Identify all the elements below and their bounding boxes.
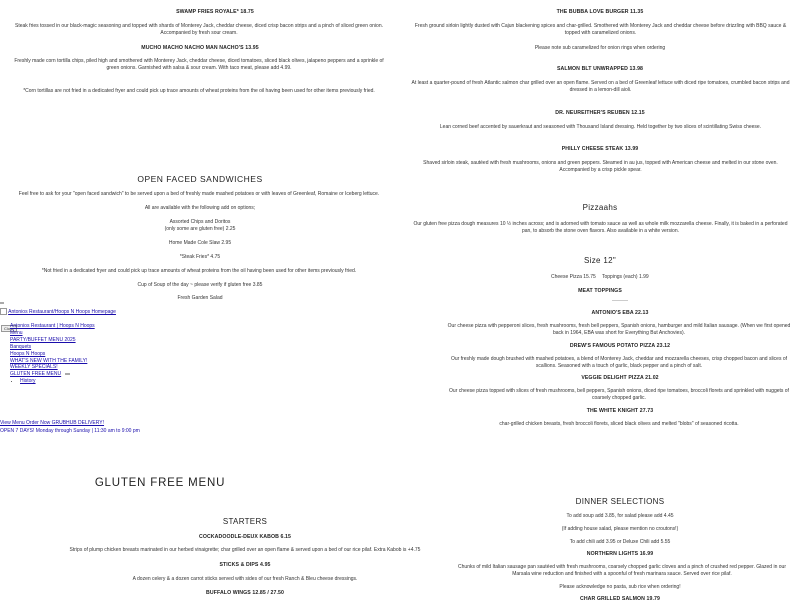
kabob-title: COCKADOODLE-DEUX KABOB 6.15: [198, 534, 292, 540]
cole-slaw: Home Made Cole Slaw 2.95: [168, 240, 232, 246]
sticks-title: STICKS & DIPS 4.95: [219, 562, 271, 568]
northern-lights-desc: Chunks of mild Italian sausage pan sautéed with fresh mushrooms, coarsely chopped garlic cloves and a pinch of crushed red pepper. Glazed in our Marsala wine reduction and finished with a spoonful of fresh marinara sauce. Served over rice pilaf.: [458, 564, 786, 577]
logo-alt-text[interactable]: Antonios Restaurant/Hoops N Hoops Homepage: [8, 308, 116, 315]
broken-image-icon: [0, 308, 7, 315]
dinner-selections-title: DINNER SELECTIONS: [575, 497, 665, 506]
grubhub-link[interactable]: [0, 420, 300, 427]
close-button-label[interactable]: Close: [1, 325, 17, 332]
sticks-desc: A dozen celery & a dozen carrot sticks served with sides of our fresh Ranch & Bleu cheese dressings.: [132, 576, 358, 582]
kabob-desc: Strips of plump chicken breasts marinated in our herbed vinaigrette; char grilled over an open flame & served upon a bed of our rice pilaf. Extra Kabob is +4.75: [69, 547, 421, 553]
steak-fries: *Steak Fries* 4.75: [179, 254, 221, 260]
veggie-desc: Our cheese pizza topped with slices of fresh mushrooms, bell peppers, Spanish onions, diced ripe tomatoes, broccoli florets and sprinkled with nuggets of coarsely chopped garlic.: [449, 388, 789, 401]
reuben-title: DR. NEUREITHER'S REUBEN 12.15: [555, 110, 645, 116]
grubhub-link-text[interactable]: View Menu Order Now GRUBHUB DELIVERY!: [0, 420, 105, 426]
pizza-size: Size 12": [584, 256, 616, 265]
chili-note: To add chili add 3.95 or Deluxe Chili add 5.55: [569, 539, 671, 545]
nav-item-whats-new[interactable]: WHAT'S NEW WITH THE FAMILY!: [10, 357, 88, 364]
hamburger-icon[interactable]: [0, 302, 4, 304]
cut-off-line: Fresh Garden Salad: [177, 295, 223, 299]
nachos-title: MUCHO MACHO NACHO MAN NACHO'S 13.95: [141, 45, 259, 51]
char-grilled-salmon-title: CHAR GRILLED SALMON 19.79: [579, 596, 661, 600]
submenu-toggle[interactable]: [65, 373, 70, 375]
nav-item-party-buffet[interactable]: PARTY/BUFFET MENU 2025: [10, 336, 76, 343]
logo-link[interactable]: [0, 308, 200, 316]
white-knight-title: THE WHITE KNIGHT 27.73: [586, 408, 654, 414]
gluten-free-title: GLUTEN FREE MENU: [94, 477, 226, 489]
salmon-blt-title: SALMON BLT UNWRAPPED 13.98: [556, 66, 644, 72]
nav-item-weekly-specials[interactable]: WEEKLY SPECIALS!: [10, 364, 58, 371]
main-nav: [7, 323, 210, 385]
nav-item-hoops[interactable]: Hoops N Hoops: [10, 350, 46, 357]
veggie-title: VEGGIE DELIGHT PIZZA 21.02: [581, 375, 659, 381]
drews-title: DREW'S FAMOUS POTATO PIZZA 23.12: [569, 343, 671, 349]
open-faced-title: OPEN FACED SANDWICHES: [137, 174, 263, 184]
swamp-fries-title: SWAMP FRIES ROYALE* 18.75: [176, 9, 254, 15]
bubba-desc: Fresh ground sirloin lightly dusted with Cajun blackening spices and char-grilled. Smothered with Monterey Jack and cheddar cheese before drizzling with BBQ sauce & topped with caramelized onions.: [414, 23, 787, 36]
nachos-desc: Freshly made corn tortilla chips, piled high and smothered with Monterey Jack, cheddar cheese, diced tomatoes, sliced black olives, jalapeno peppers and a sprinkle of green onions. Garnished with salsa & sour cream. With taco meat, please add 4.99.: [14, 58, 384, 71]
hours-text: OPEN 7 DAYS! Monday through Sunday | 11:30 am to 9:00 pm: [0, 428, 140, 434]
antonios-eba-desc: Our cheese pizza with pepperoni slices, fresh mushrooms, fresh bell peppers, Spanish onions, hamburger and mild Italian sausage. (When we first opened back in 1964, EBA was short for Everything But Anchovies).: [447, 323, 791, 336]
northern-lights-title: NORTHERN LIGHTS 16.99: [586, 551, 654, 557]
bubba-title: THE BUBBA LOVE BURGER 11.35: [556, 9, 644, 15]
cheese-pizza-price: Cheese Pizza 15.75: [551, 274, 596, 280]
addon-options: All are available with the following add on options;: [144, 205, 256, 211]
open-faced-desc: Feel free to ask for your "open faced sandwich" to be served upon a bed of freshly made mashed potatoes or with leaves of Greenleaf, Romaine or Iceberg lettuce.: [18, 191, 380, 197]
toppings-price: Toppings (each) 1.99: [602, 274, 649, 280]
onion-rings-note: Please note sub caramelized for onion rings when ordering: [534, 45, 666, 51]
philly-desc: Shaved sirloin steak, sautéed with fresh mushrooms, onions and green peppers. Steamed in au jus, topped with American cheese and melted in our stone oven. Accompanied by a crisp pickle spear.: [423, 160, 778, 173]
nav-top-link[interactable]: Antonios Restaurant | Hoops N Hoops: [10, 323, 95, 329]
starters-title: STARTERS: [222, 517, 268, 526]
soup-of-day: Cup of Soup of the day ~ please verify if gluten free 3.85: [137, 282, 263, 288]
wings-title: BUFFALO WINGS 12.85 / 27.50: [206, 590, 284, 596]
divider: [612, 300, 628, 301]
corn-tortilla-note: *Corn tortillas are not fried in a dedicated fryer and could pick up trace amounts of wheat proteins from the oil having been used for other items previously fried.: [23, 88, 375, 94]
salmon-blt-desc: At least a quarter-pound of fresh Atlantic salmon char grilled over an open flame. Served on a bed of Greenleaf lettuce with diced ripe tomatoes, crumbled bacon strips and dressed in a lemon-dill aioli.: [411, 80, 790, 93]
antonios-eba-title: ANTONIO'S EBA 22.13: [591, 310, 649, 316]
swamp-fries-desc: Steak fries tossed in our black-magic seasoning and topped with shards of Monterey Jack, cheddar cheese, diced crisp bacon strips and a pinch of sliced green onion. Accompanied by fresh sour cream.: [15, 23, 383, 36]
nav-item-banquets[interactable]: Banquets: [10, 343, 32, 350]
house-salad-note: (If adding house salad, please mention no croutons!): [561, 526, 679, 532]
soup-salad-note: To add soup add 3.85, for salad please add 4.45: [566, 513, 674, 519]
pizza-title: Pizzaahs: [582, 203, 618, 212]
reuben-desc: Lean corned beef accented by sauerkraut and seasoned with Thousand Island dressing. Held together by two slices of scintillating Swiss cheese.: [439, 124, 762, 130]
pasta-note: Please acknowledge no pasta, sub rice when ordering!: [559, 584, 681, 590]
pizza-desc: Our gluten free pizza dough measures 10 ½ inches across; and is adorned with tomato sauce as well as whole milk mozzarella cheese. Finally, it is baked in a perforated pan, to absorb the stone oven flavors. Also available in a white version.: [413, 221, 788, 234]
fried-note: *Not fried in a dedicated fryer and could pick up trace amounts of wheat proteins from the oil having been used for other items previously fried.: [41, 268, 357, 274]
philly-title: PHILLY CHEESE STEAK 13.99: [561, 146, 639, 152]
chips-note: (only some are gluten free) 2.25: [164, 226, 236, 232]
white-knight-desc: char-grilled chicken breasts, fresh broccoli florets, sliced black olives and melted "blobs" of seasoned ricotta.: [499, 421, 739, 427]
nav-item-gluten-free[interactable]: GLUTEN FREE MENU: [10, 371, 62, 378]
nav-item-menu[interactable]: Menu: [10, 329, 23, 336]
chips-option: Assorted Chips and Doritos: [169, 219, 231, 225]
meat-toppings-title: MEAT TOPPINGS: [578, 288, 622, 294]
drews-desc: Our freshly made dough brushed with mashed potatoes, a blend of Monterey Jack, cheddar and mozzarella cheeses, crisp chopped bacon and slices of scallions. Seasoned with a touch of garlic, black pepper and a pinch of salt.: [450, 356, 788, 369]
nav-item-history[interactable]: History: [20, 378, 36, 385]
